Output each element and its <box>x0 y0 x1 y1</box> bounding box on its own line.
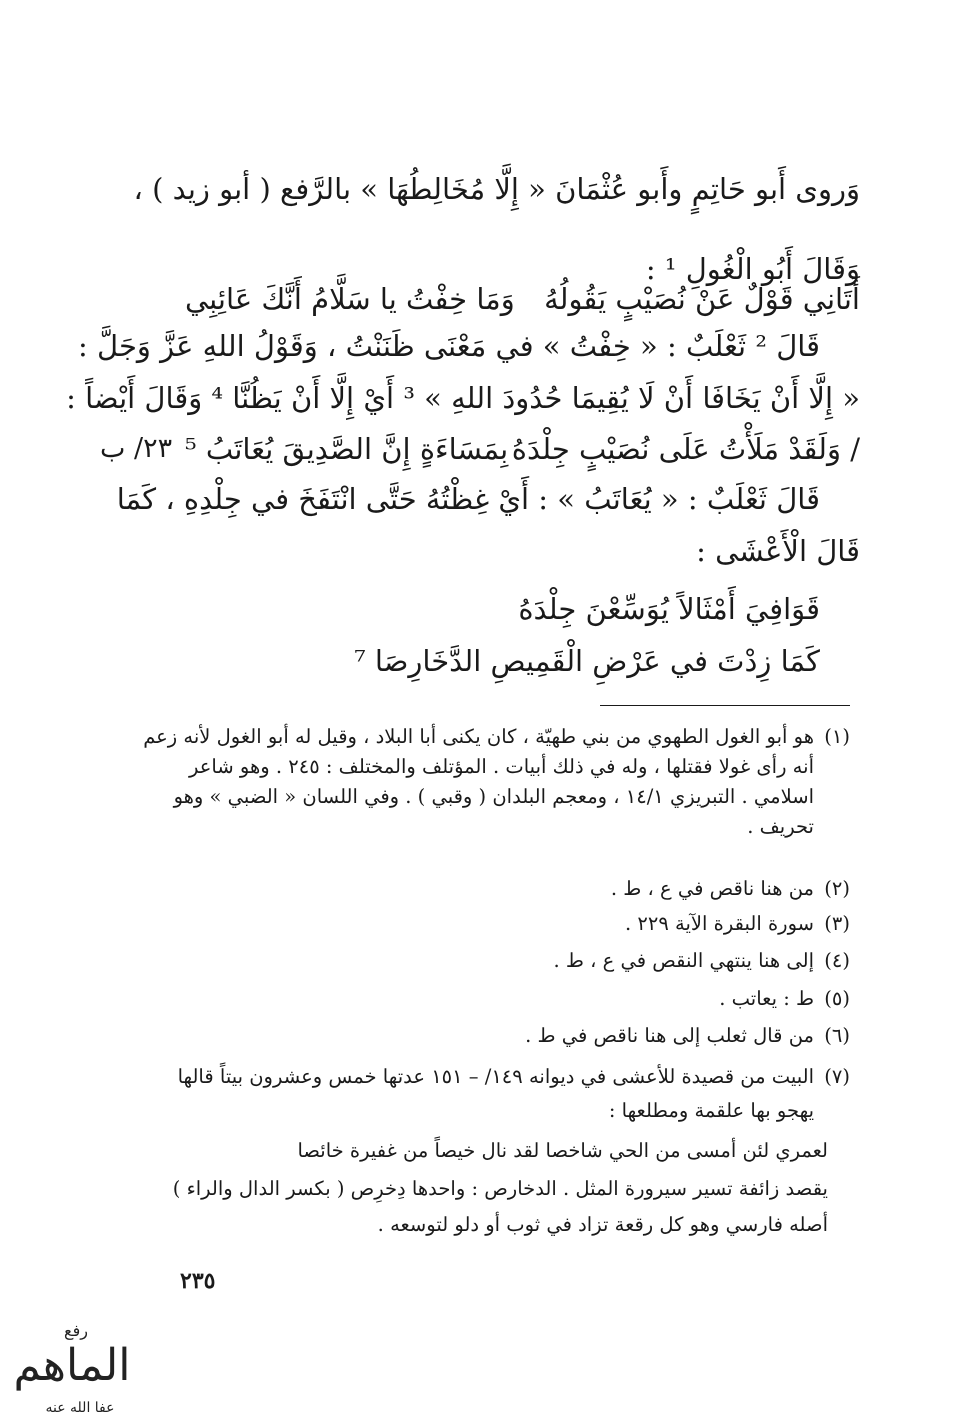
text-line-1: وَروى أَبو حَاتِمٍ وأَبو عُثْمَانَ « إِلَّا مُخَالِطُهَا » بالرَّفع ( أبو زيد ) ، <box>133 172 860 206</box>
footnote-7-line-1: البيت من قصيدة للأعشى في ديوانه ١٤٩/ – ١٥١ عدتها خمس وعشرون بيتاً قالها <box>177 1065 814 1088</box>
footnote-1-line-2: أنه رأى غولا فقتلها ، وله في ذلك أبيات . المؤتلف والمختلف : ٢٤٥ . وهو شاعر <box>189 755 814 778</box>
footnote-7-line-4: يقصد زائفة تسير سيرورة المثل . الدخارص : واحدها دِخرِص ( بكسر الدال والراء ) <box>172 1177 828 1200</box>
footnote-number: (٤) <box>824 949 850 972</box>
footnote-1-line-3: اسلامي . التبريزي ١٤/١ ، ومعجم البلدان ( وقبي ) . وفي اللسان « الضبي » وهو <box>173 785 814 808</box>
verse-3-first-hemistich: قَوَافِيَ أَمْثَالاً يُوَسِّعْنَ جِلْدَهُ <box>518 592 820 626</box>
footnote-7-line-3: لعمري لئن أمسى من الحي شاخصا لقد نال خيصاً من غفيرة خائصا <box>297 1139 828 1162</box>
footnote-7-line-5: أصله فارسي وهو كل رقعة تزاد في ثوب أو دلو لتوسعه . <box>377 1213 828 1236</box>
library-stamp-logo <box>8 1318 148 1418</box>
footnote-text: سورة البقرة الآية ٢٢٩ . <box>625 912 814 935</box>
footnote-text: من قال ثعلب إلى هنا ناقص في ط . <box>525 1024 814 1047</box>
footnote-text: ط : يعاتب . <box>719 987 814 1010</box>
verse-2-first-hemistich: / وَلَقَدْ مَلَأْتُ عَلَى نُصَيْبٍ جِلْدَهُ <box>511 432 860 466</box>
page-number: ٢٣٥ <box>180 1268 216 1294</box>
text-line-4: قَالَ ² ثَعْلَبٌ : « خِفْتُ » في مَعْنَى ظَنَنْتُ ، وَقَوْلُ اللهِ عَزَّ وَجَلَّ : <box>78 329 820 363</box>
svg-text:الماهم: الماهم <box>13 1340 131 1391</box>
verse-1-second-hemistich: وَمَا خِفْتُ يا سَلَّامُ أَنَّكَ عَائِبِي <box>185 282 515 316</box>
manuscript-folio-reference: ٢٣/ ب <box>100 433 173 464</box>
footnote-text: من هنا ناقص في ع ، ط . <box>610 877 814 900</box>
verse-1-first-hemistich: أَتَانِي قَوْلٌ عَنْ نُصَيْبٍ يَقُولُهُ <box>544 282 860 316</box>
svg-text:رفع: رفع <box>64 1321 88 1340</box>
footnote-number: (٥) <box>824 987 850 1010</box>
footnote-number: (٦) <box>824 1024 850 1047</box>
svg-text:عفا الله عنه: عفا الله عنه <box>45 1400 115 1416</box>
footnote-1-line-4: تحريف . <box>747 815 814 838</box>
verse-2-second-hemistich: بِمَسَاءَةٍ إِنَّ الصَّدِيقَ يُعَاتَبُ ⁵ <box>185 432 509 466</box>
footnote-7-line-2: يهجو بها علقمة ومطلعها : <box>608 1099 814 1122</box>
footnote-number: (٧) <box>824 1065 850 1088</box>
verse-3-second-hemistich: كَمَا زِدْتَ في عَرْضِ الْقَمِيصِ الدَّخَارِصَا ⁷ <box>354 644 820 678</box>
footnote-separator <box>600 705 850 706</box>
footnote-1-line-1: (١)هو أبو الغول الطهوي من بني طهيّة ، كان يكنى أبا البلاد ، وقيل له أبو الغول لأنه زعم <box>143 722 850 752</box>
text-line-8: قَالَ الْأَعْشَى : <box>696 534 860 568</box>
text-line-2: وَقَالَ أَبُو الْغُولِ ¹ : <box>645 252 860 286</box>
text-line-7: قَالَ ثَعْلَبٌ : « يُعَاتَبُ » : أَيْ غِظْتُهُ حَتَّى انْتَفَخَ في جِلْدِهِ ، كَمَا <box>116 482 820 516</box>
footnote-number: (٣) <box>824 912 850 935</box>
footnote-text: إلى هنا ينتهي النقص في ع ، ط . <box>553 949 814 972</box>
footnote-number: (١) <box>824 725 850 748</box>
footnote-number: (٢) <box>824 877 850 900</box>
text-line-5: « إِلَّا أَنْ يَخَافَا أَنْ لَا يُقِيمَا حُدُودَ اللهِ » ³ أَيْ إِلَّا أَنْ يَظُنَّا ⁴ وَقَالَ أَيْضاً : <box>66 381 860 415</box>
